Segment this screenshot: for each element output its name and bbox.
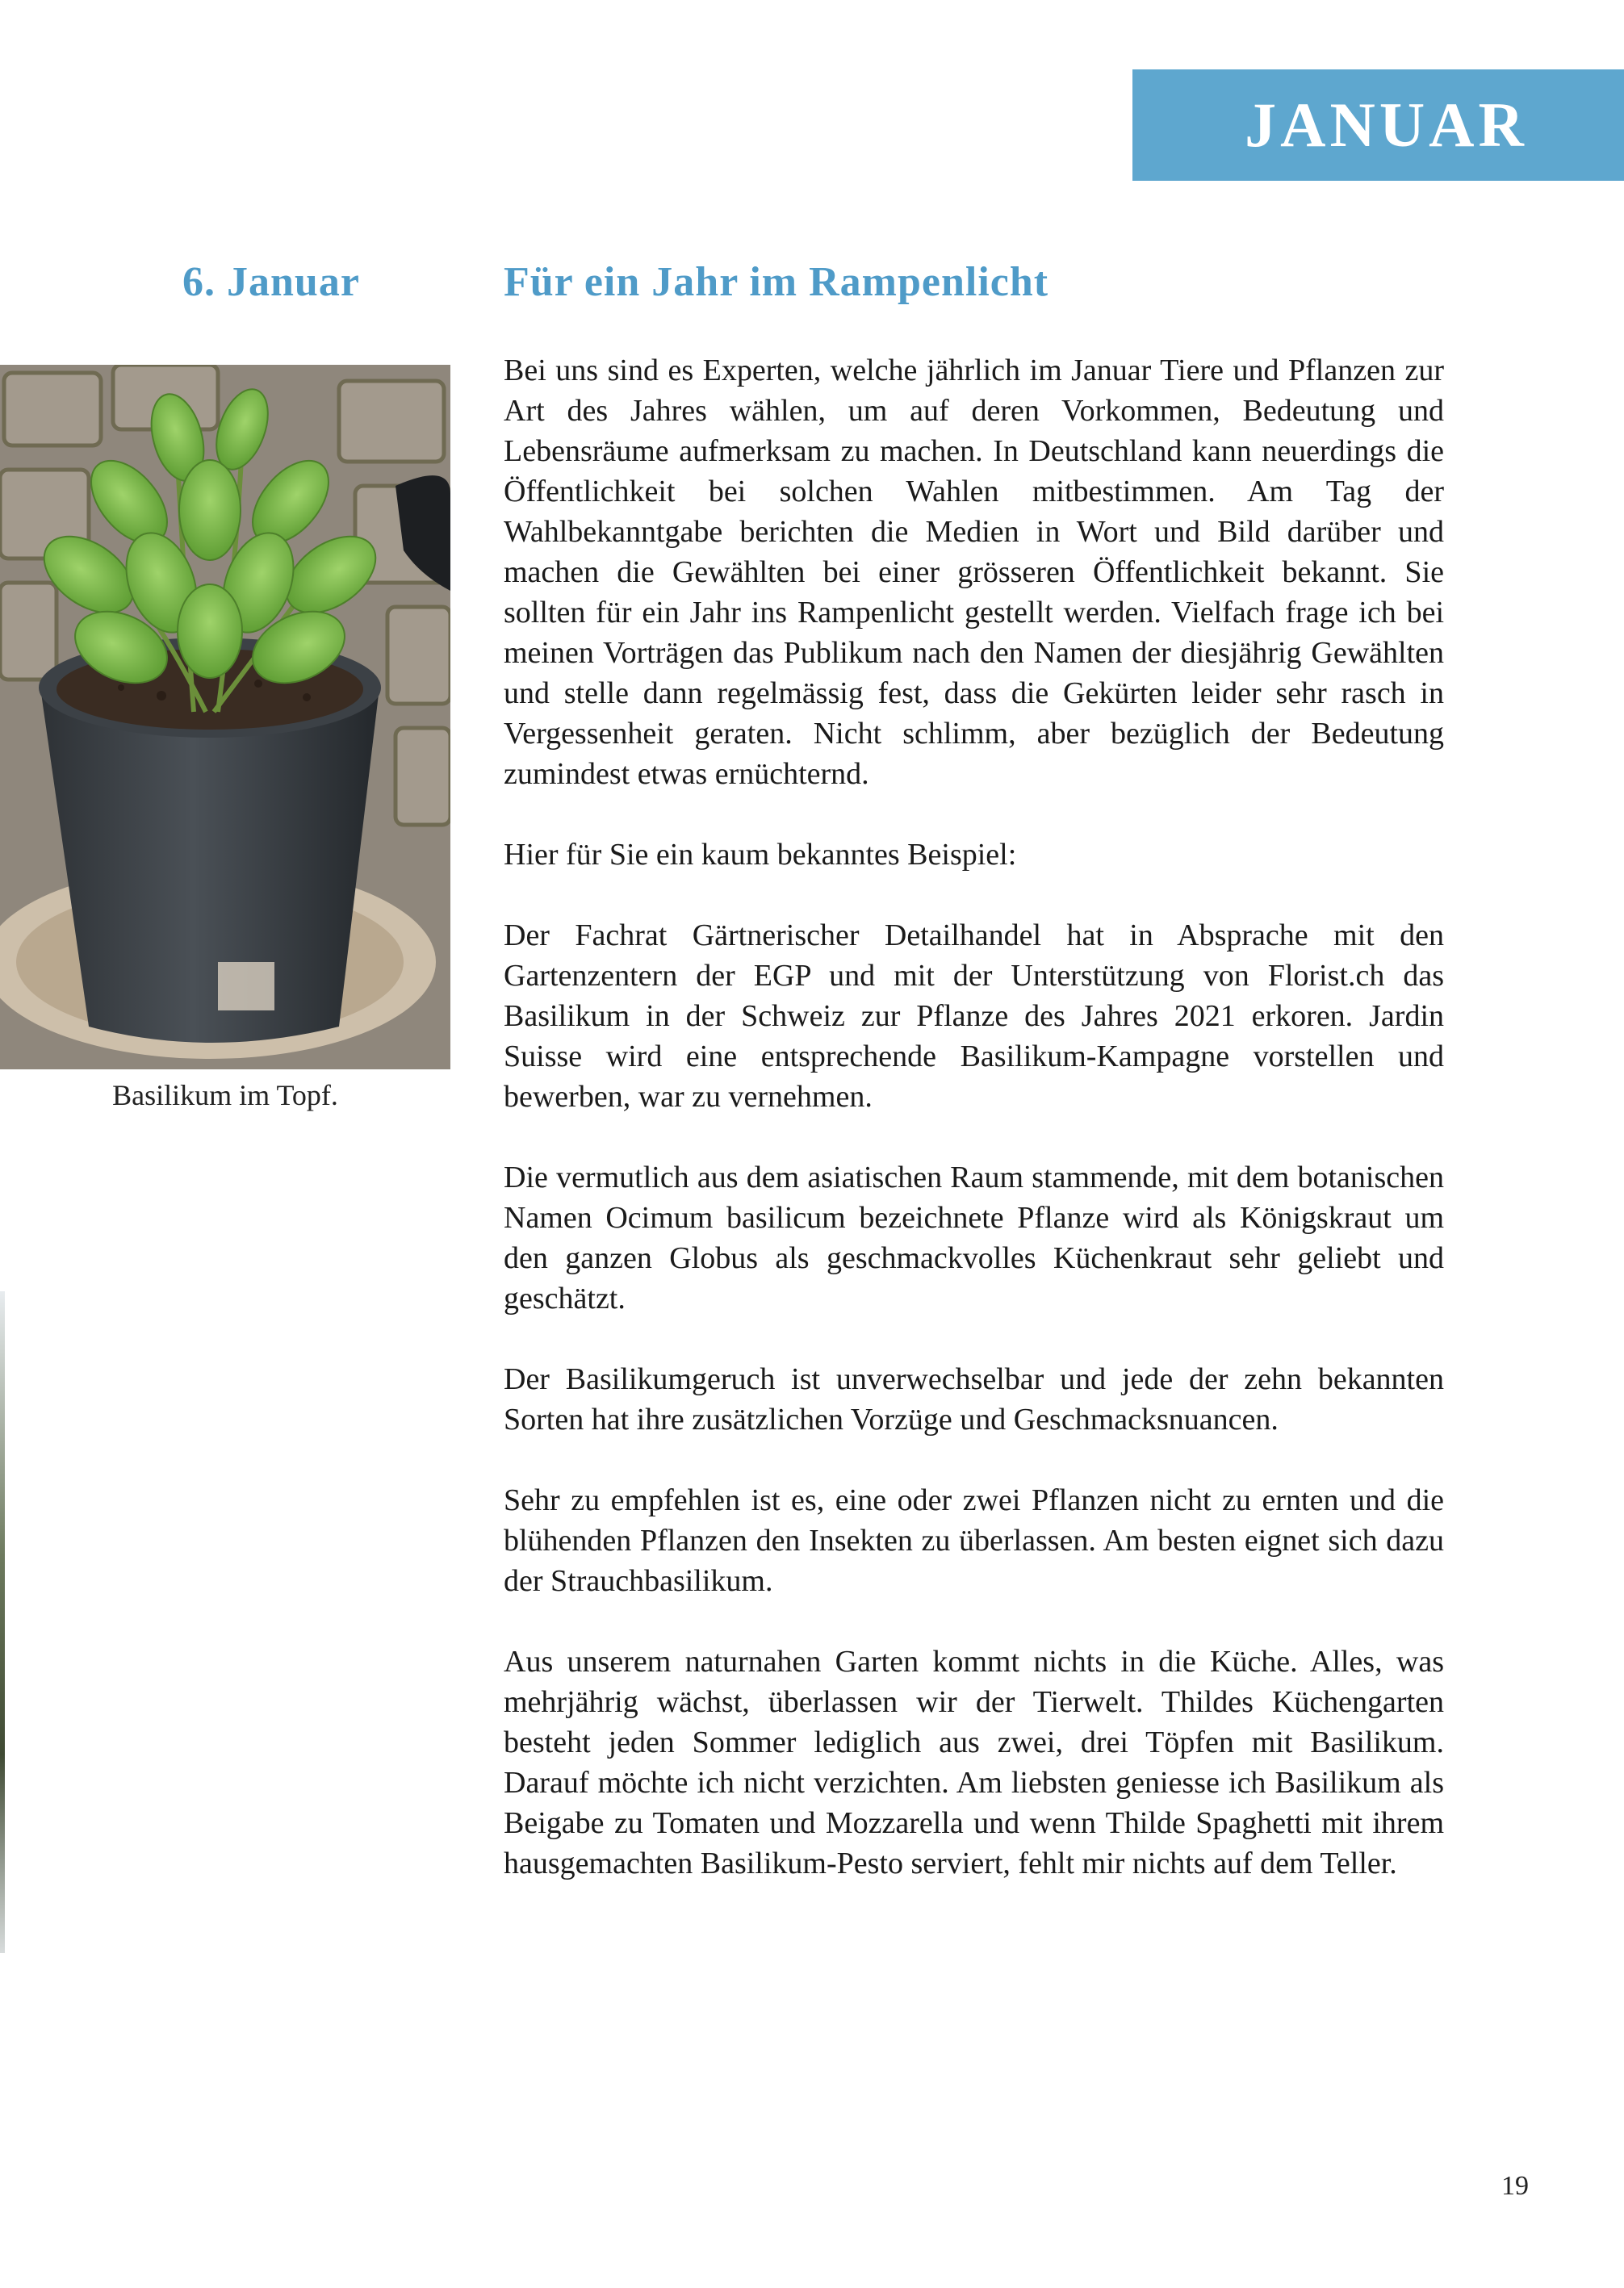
paragraph: Aus unserem naturnahen Garten kommt nichts in die Küche. Alles, was mehrjährig wächst, überlassen wir der Tierwelt. Thildes Küchengarten besteht jeden Sommer lediglich aus zwei, drei Töpfen mit Basilikum. Darauf möchte ich nicht verzichten. Am liebsten geniesse ich Basilikum als Beigabe zu Tomaten und Mozzarella und wenn Thilde Spaghetti mit ihrem hausgemachten Basilikum-Pesto serviert, fehlt mir nichts auf dem Teller. [504, 1645, 1444, 1880]
paragraph: Bei uns sind es Experten, welche jährlich im Januar Tiere und Pflanzen zur Art des Jahres wählen, um auf deren Vorkommen, Bedeutung und Lebensräume aufmerksam zu machen. In Deutschland kann neuerdings die Öffentlichkeit bei solchen Wahlen mitbestimmen. Am Tag der Wahlbekanntgabe berichten die Medien in Wort und Bild darüber und machen die Gewählten bei einer grösseren Öffentlichkeit bekannt. Sie sollten für ein Jahr ins Rampenlicht gestellt werden. Vielfach frage ich bei meinen Vorträgen das Publikum nach den Namen der diesjährig Gewählten und stelle dann regelmässig fest, dass die Gekürten leider sehr rasch in Vergessenheit geraten. Nicht schlimm, aber bezüglich der Bedeutung zumindest etwas ernüchternd. [504, 353, 1444, 791]
article-body [504, 350, 1444, 1884]
page-edge-image-strip [0, 1291, 5, 1953]
paragraph: Sehr zu empfehlen ist es, eine oder zwei Pflanzen nicht zu ernten und die blühenden Pflanzen den Insekten zu überlassen. Am besten eignet sich dazu der Strauchbasilikum. [504, 1483, 1444, 1598]
paragraph: Der Basilikumgeruch ist unverwechselbar und jede der zehn bekannten Sorten hat ihre zusätzlichen Vorzüge und Geschmacksnuancen. [504, 1362, 1444, 1437]
date-heading: 6. Januar [182, 259, 360, 305]
photo-caption: Basilikum im Topf. [112, 1079, 338, 1111]
page-number: 19 [1501, 2171, 1529, 2201]
paragraph: Der Fachrat Gärtnerischer Detailhandel hat in Absprache mit den Gartenzentern der EGP und mit der Unterstützung von Florist.ch das Basilikum in der Schweiz zur Pflanze des Jahres 2021 erkoren. Jardin Suisse wird eine entsprechende Basilikum-Kampagne vorstellen und bewerben, war zu vernehmen. [504, 918, 1444, 1114]
basil-pot-photo [0, 365, 450, 1069]
article-title: Für ein Jahr im Rampenlicht [504, 259, 1049, 305]
month-label: JANUAR [1245, 90, 1528, 160]
paragraph: Die vermutlich aus dem asiatischen Raum stammende, mit dem botanischen Namen Ocimum basilicum bezeichnete Pflanze wird als Königskraut um den ganzen Globus als geschmackvolles Küchenkraut sehr geliebt und geschätzt. [504, 1161, 1444, 1315]
paragraph: Hier für Sie ein kaum bekanntes Beispiel: [504, 838, 1017, 872]
month-tab [1132, 69, 1624, 181]
